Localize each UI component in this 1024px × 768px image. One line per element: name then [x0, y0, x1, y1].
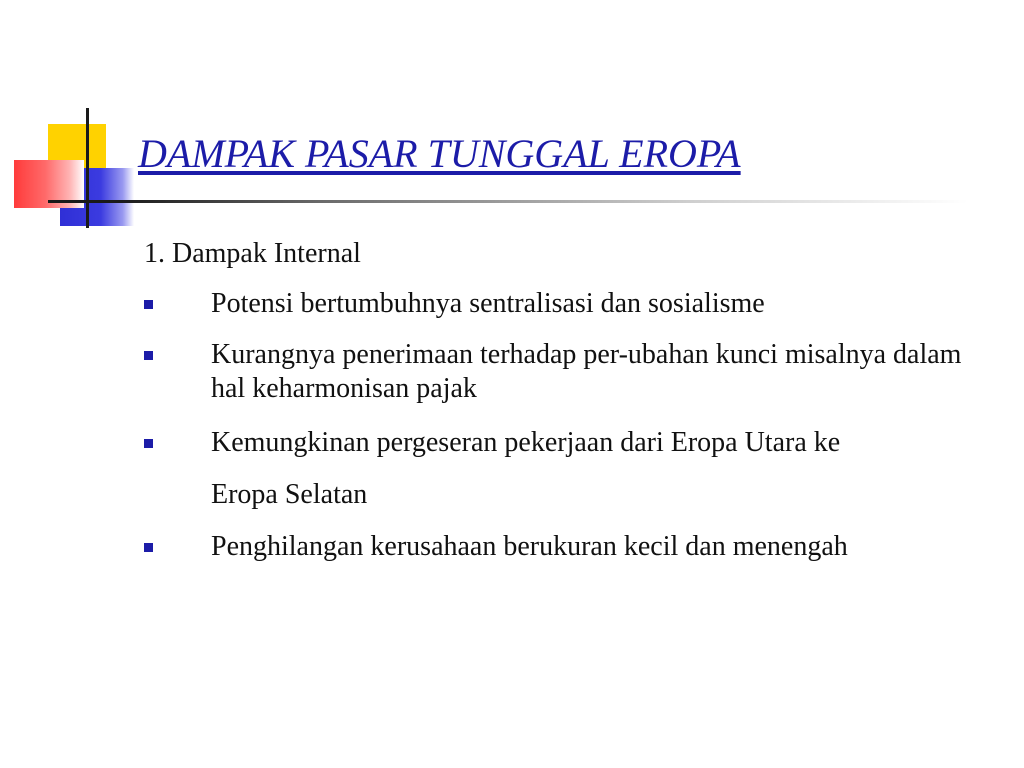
bullet-text: Kemungkinan pergeseran pekerjaan dari Eropa Utara ke: [211, 427, 841, 458]
bullet-text: Kurangnya penerimaan terhadap per-ubahan kunci misalnya dalam hal keharmonisan pajak: [211, 339, 962, 404]
logo-vertical-line: [86, 108, 89, 228]
bullet-square-icon: [144, 543, 153, 552]
bullet-text: Potensi bertumbuhnya sentralisasi dan sosialisme: [211, 288, 765, 319]
bullet-square-icon: [144, 300, 153, 309]
bullet-text: Penghilangan kerusahaan berukuran kecil dan menengah: [211, 531, 848, 562]
slide-title: DAMPAK PASAR TUNGGAL EROPA: [138, 131, 741, 176]
bullet-square-icon: [144, 439, 153, 448]
title-divider-line: [48, 200, 968, 203]
section-subheading: 1. Dampak Internal: [144, 238, 361, 269]
bullet-square-icon: [144, 351, 153, 360]
bullet-continuation-text: Eropa Selatan: [211, 479, 368, 510]
